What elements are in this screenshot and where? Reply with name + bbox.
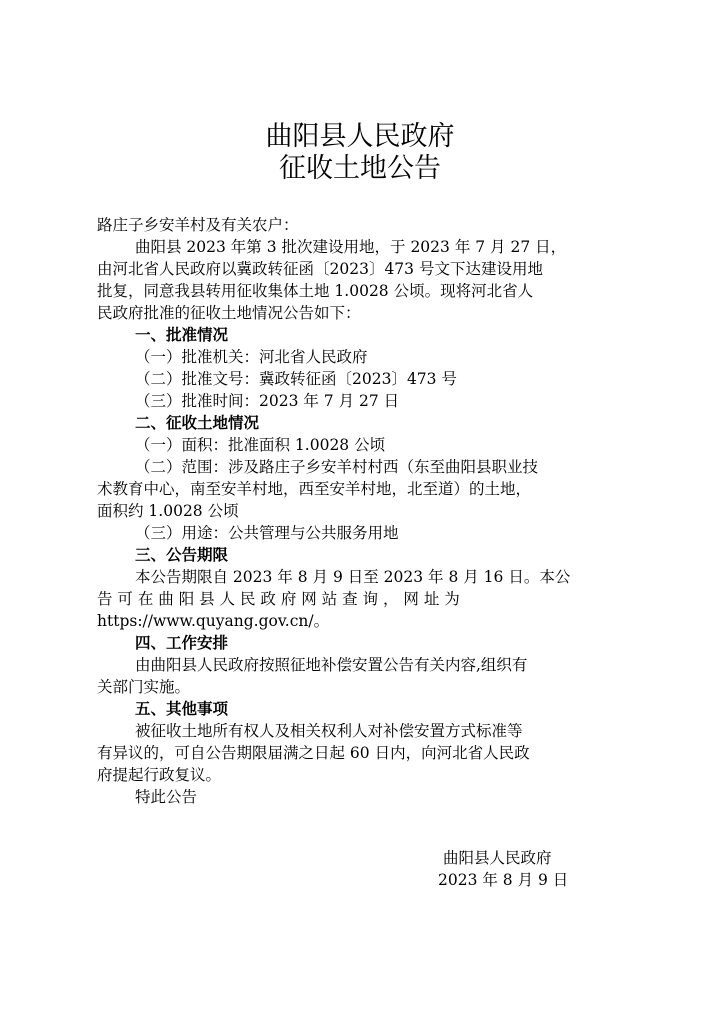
section-heading-land: 二、征收土地情况 [135,414,260,432]
signature-date: 2023 年 8 月 9 日 [438,871,569,889]
other-line: 有异议的，可自公告期限届满之日起 60 日内，向河北省人民政 [97,744,530,762]
work-line: 由曲阳县人民政府按照征地补偿安置公告有关内容,组织有 [135,656,528,674]
other-line: 被征收土地所有权人及相关权利人对补偿安置方式标准等 [135,722,523,740]
section-heading-work: 四、工作安排 [135,634,229,652]
other-line: 府提起行政复议。 [97,766,222,784]
document-title-line-1: 曲阳县人民政府 [265,121,455,152]
intro-line: 民政府批准的征收土地情况公告如下： [97,304,361,322]
land-item-use: （三）用途：公共管理与公共服务用地 [135,524,399,542]
intro-line: 曲阳县 2023 年第 3 批次建设用地，于 2023 年 7 月 27 日， [135,238,567,256]
section-heading-approval: 一、批准情况 [135,326,229,344]
section-heading-other: 五、其他事项 [135,700,229,718]
intro-line: 由河北省人民政府以冀政转征函〔2023〕473 号文下达建设用地 [97,260,543,278]
closing-remark: 特此公告 [135,788,198,806]
land-item-scope-line: （二）范围：涉及路庄子乡安羊村村西（东至曲阳县职业技 [135,458,539,476]
period-line: 本公告期限自 2023 年 8 月 9 日至 2023 年 8 月 16 日。本公 [135,568,571,586]
signature-issuer: 曲阳县人民政府 [443,849,552,867]
section-heading-period: 三、公告期限 [135,546,229,564]
land-item-scope-line: 术教育中心，南至安羊村地，西至安羊村地，北至道）的土地， [97,480,532,498]
approval-item: （二）批准文号：冀政转征函〔2023〕473 号 [135,370,457,388]
document-title-line-2: 征收土地公告 [279,153,441,184]
period-line: 告 可 在 曲 阳 县 人 民 政 府 网 站 查 询 ， 网 址 为 [97,590,460,608]
salutation: 路庄子乡安羊村及有关农户： [97,216,299,234]
intro-line: 批复，同意我县转用征收集体土地 1.0028 公顷。现将河北省人 [97,282,534,300]
approval-item: （三）批准时间：2023 年 7 月 27 日 [135,392,400,410]
website-url: https://www.quyang.gov.cn/。 [97,612,330,630]
approval-item: （一）批准机关：河北省人民政府 [135,348,368,366]
work-line: 关部门实施。 [97,678,191,696]
land-item-scope-line: 面积约 1.0028 公顷 [97,502,239,520]
land-item-area: （一）面积：批准面积 1.0028 公顷 [135,436,386,454]
